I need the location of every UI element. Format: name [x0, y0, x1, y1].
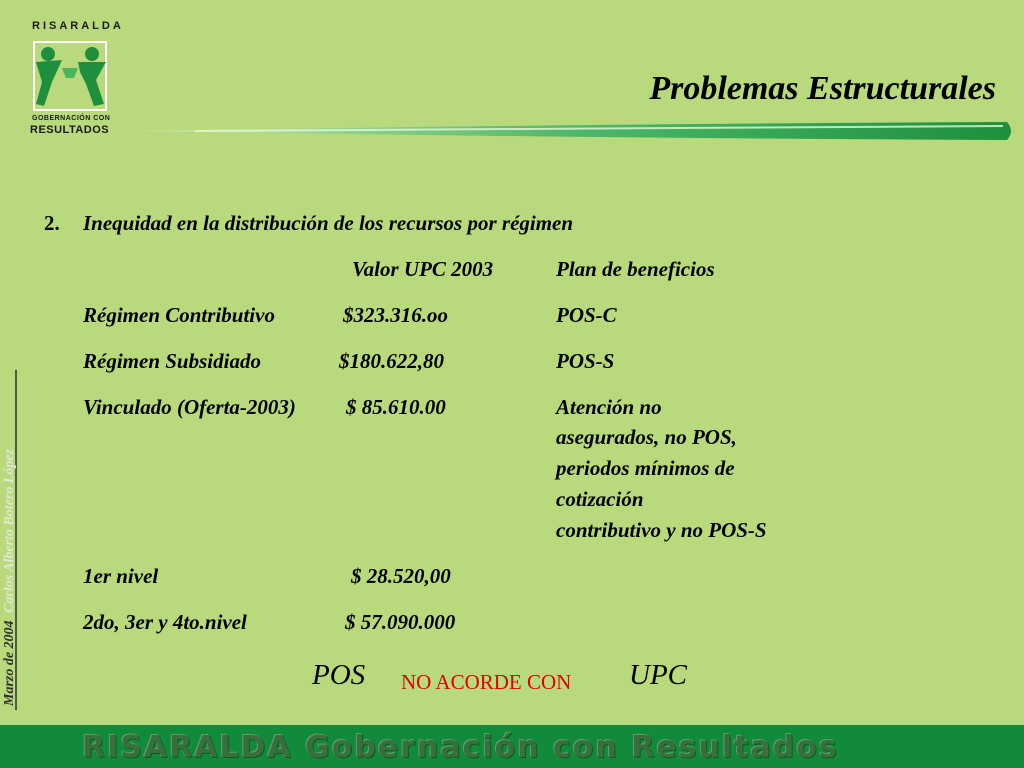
- footer-text: RISARALDA Gobernación con Resultados: [82, 730, 839, 765]
- side-caption: [2, 445, 18, 706]
- row-value: $323.316.oo: [343, 303, 448, 327]
- plan-continuation: contributivo y no POS-S: [556, 518, 767, 542]
- plan-continuation: periodos mínimos de: [556, 456, 735, 480]
- level-value: $ 57.090.000: [345, 610, 456, 634]
- logo-wordmark: RISARALDA: [32, 20, 124, 32]
- row-label: Vinculado (Oferta-2003): [83, 395, 296, 419]
- row-plan: POS-S: [556, 349, 615, 373]
- level-label: 1er nivel: [83, 564, 159, 588]
- footer-band: [0, 725, 1024, 768]
- side-author: Carlos Alberto Botero López: [2, 448, 17, 613]
- row-value: $180.622,80: [339, 349, 444, 373]
- logo-resultados: RESULTADOS: [30, 124, 110, 136]
- conclusion-upc: UPC: [629, 659, 687, 691]
- logo-figures-icon: [22, 32, 122, 116]
- plan-continuation: asegurados, no POS,: [556, 425, 737, 449]
- column-header-plan: Plan de beneficios: [556, 257, 715, 281]
- level-value: $ 28.520,00: [351, 564, 451, 588]
- row-plan: POS-C: [556, 303, 617, 327]
- row-label: Régimen Subsidiado: [83, 349, 261, 373]
- logo-subtitle: GOBERNACIÓN CON: [32, 115, 111, 122]
- column-header-valor: Valor UPC 2003: [352, 257, 494, 281]
- side-date: Marzo de 2004: [2, 620, 17, 706]
- heading-text: Inequidad en la distribución de los recursos por régimen: [83, 211, 574, 235]
- row-plan: Atención no: [556, 395, 662, 419]
- heading-number: 2.: [44, 211, 60, 235]
- risaralda-logo: [22, 18, 122, 148]
- row-value: $ 85.610.00: [346, 395, 446, 419]
- conclusion-middle: NO ACORDE CON: [401, 670, 572, 694]
- level-label: 2do, 3er y 4to.nivel: [83, 610, 247, 634]
- conclusion-pos: POS: [312, 659, 366, 691]
- title-rule: [135, 118, 1015, 144]
- row-label: Régimen Contributivo: [83, 303, 275, 327]
- slide-title: Problemas Estructurales: [649, 70, 996, 107]
- plan-continuation: cotización: [556, 487, 644, 511]
